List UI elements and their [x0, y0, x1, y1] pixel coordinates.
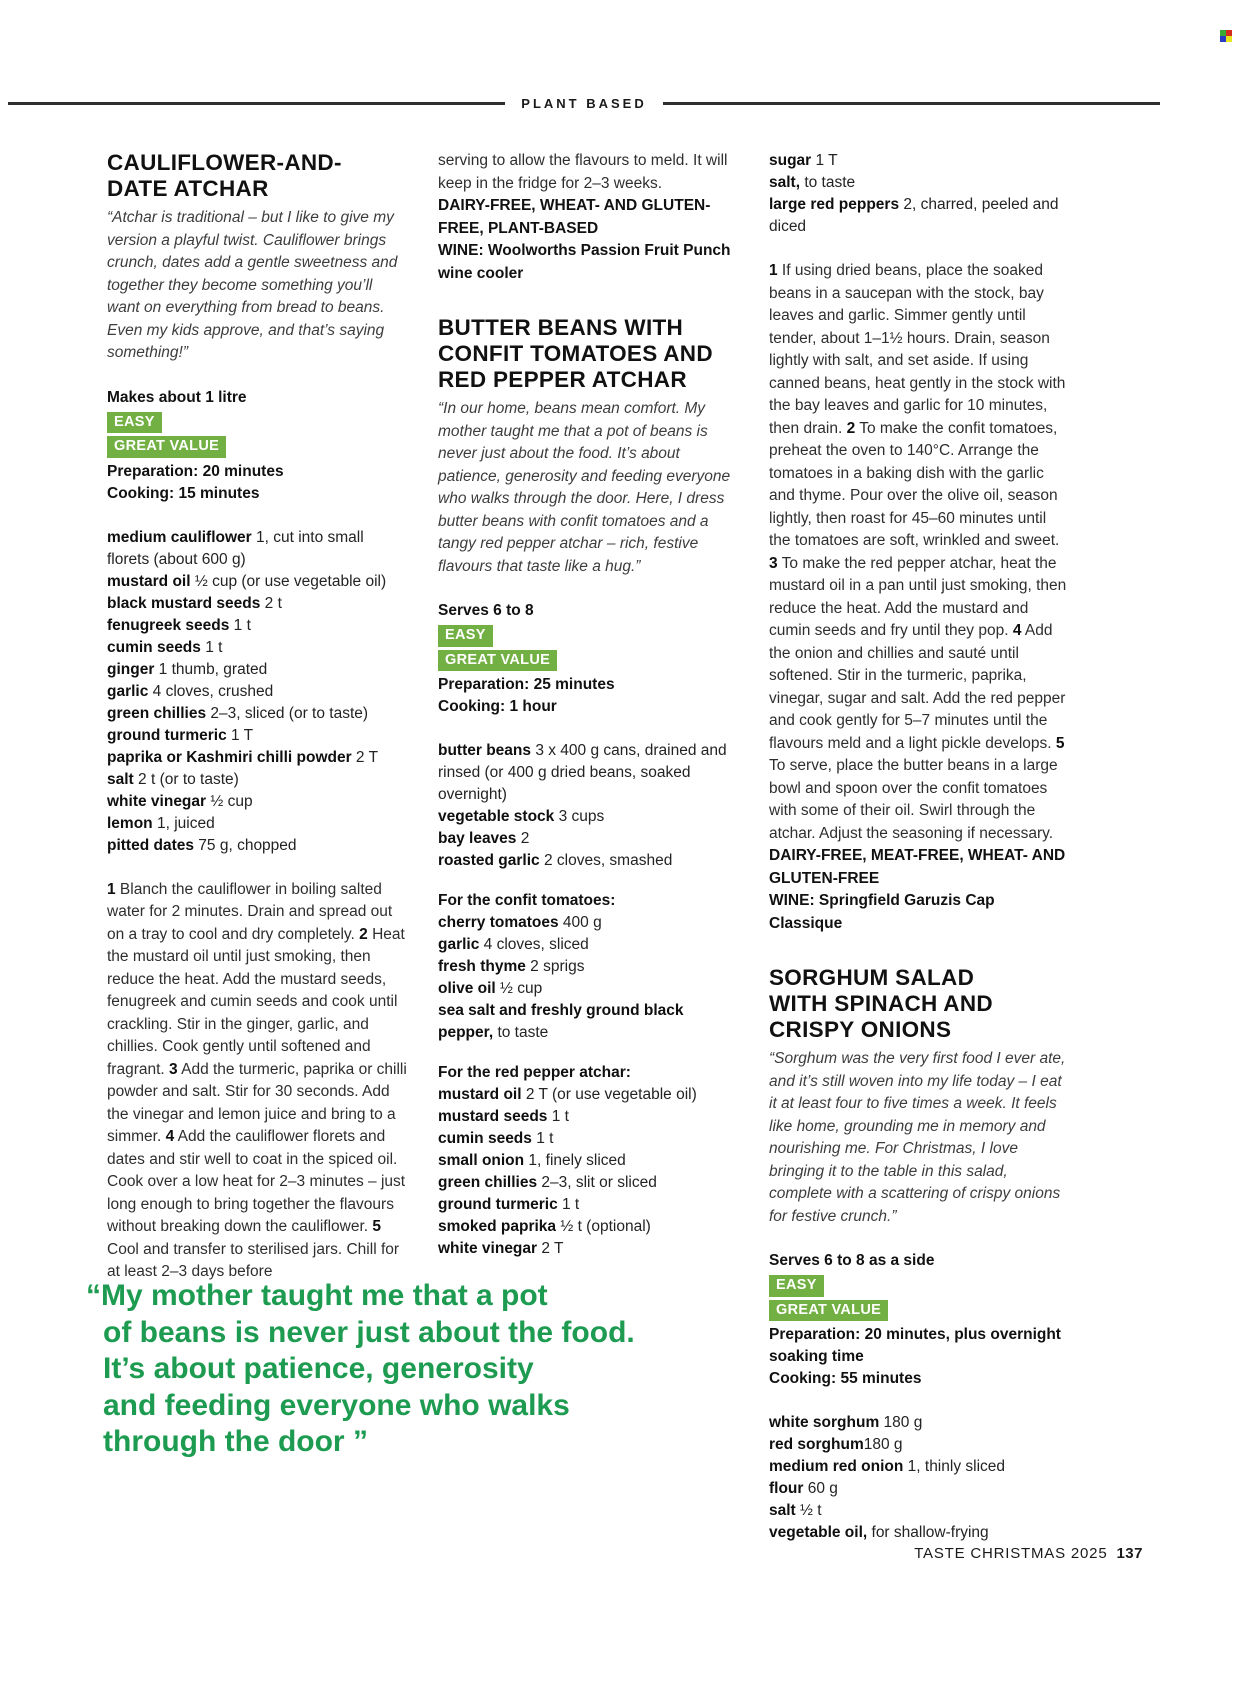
ingredient-line: medium red onion 1, thinly sliced [769, 1458, 1006, 1475]
badge-row [438, 625, 740, 647]
ingredient-line: ginger 1 thumb, grated [107, 660, 268, 678]
ingredient-list-atchar [438, 1084, 740, 1260]
ingredient-line: salt ½ t [769, 1502, 822, 1519]
ingredient-line: mustard seeds 1 t [438, 1108, 569, 1125]
title-line: BUTTER BEANS WITH [438, 315, 684, 340]
ingredient-line: ground turmeric 1 T [107, 726, 254, 744]
page-number: 137 [1116, 1545, 1143, 1562]
title-line: RED PEPPER ATCHAR [438, 367, 687, 392]
pull-quote-line: It’s about patience, generosity [103, 1352, 534, 1385]
ingredient-line: small onion 1, finely sliced [438, 1152, 626, 1169]
spacer [438, 285, 740, 315]
recipe-yield: Makes about 1 litre [107, 388, 247, 406]
spacer [438, 872, 740, 890]
spacer [107, 505, 409, 527]
spacer [438, 578, 740, 600]
ingredient-line: cumin seeds 1 t [438, 1130, 554, 1147]
title-line: DATE ATCHAR [107, 176, 269, 201]
ingredient-line: bay leaves 2 [438, 830, 530, 847]
title-line: CONFIT TOMATOES AND [438, 341, 713, 366]
ingredient-line: garlic 4 cloves, crushed [107, 682, 274, 700]
recipe-prep-time: Preparation: 25 minutes [438, 676, 615, 693]
ingredient-line: salt 2 t (or to taste) [107, 770, 239, 788]
pull-quote-line: and feeding everyone who walks [103, 1388, 570, 1422]
ingredient-line: salt, to taste [769, 174, 856, 191]
badge-row [107, 436, 409, 458]
ingredient-line: roasted garlic 2 cloves, smashed [438, 852, 673, 869]
ingredient-line: lemon 1, juiced [107, 814, 215, 832]
wine-pairing: WINE: Springfield Garuzis Cap Classique [769, 892, 995, 932]
badge-easy: EASY [107, 412, 162, 434]
column-2 [438, 150, 740, 1260]
ingredient-line: white sorghum 180 g [769, 1414, 923, 1431]
recipe-prep-time: Preparation: 20 minutes [107, 462, 284, 480]
page-footer [914, 1545, 1143, 1562]
recipe-cook-time: Cooking: 55 minutes [769, 1370, 922, 1387]
ingredient-line: paprika or Kashmiri chilli powder 2 T [107, 748, 379, 766]
badge-row [769, 1275, 1071, 1297]
ingredient-line: flour 60 g [769, 1480, 838, 1497]
spacer [769, 1228, 1071, 1250]
ingredient-subheading-confit-tomatoes: For the confit tomatoes: [438, 892, 616, 909]
recipe-cook-time: Cooking: 15 minutes [107, 484, 260, 502]
ingredient-line: mustard oil 2 T (or use vegetable oil) [438, 1086, 697, 1103]
method-text: 1 Blanch the cauliflower in boiling salted water for 2 minutes. Drain and spread out on a tray to cool and dry completely. 2 Heat the mustard oil until just smoking, then reduce the heat. Add the mustard seeds, fenugreek and cumin seeds and cook until crackling. Stir in the ginger, garlic, and chillies. Cook gently until softened and fragrant. 3 Add the turmeric, paprika or chilli powder and salt. Stir for 30 seconds. Add the vinegar and lemon juice and bring to a simmer. 4 Add the cauliflower florets and dates and stir well to coat in the spiced oil. Cook over a low heat for 2–3 minutes – just long enough to bring together the flavours without breaking down the cauliflower. 5 Cool and transfer to sterilised jars. Chill for at least 2–3 days before [107, 880, 407, 1280]
ingredient-line: green chillies 2–3, slit or sliced [438, 1174, 657, 1191]
badge-row [107, 412, 409, 434]
recipe-serves: Serves 6 to 8 [438, 602, 534, 619]
badge-row [438, 650, 740, 672]
recipe-intro-quote: “In our home, beans mean comfort. My mother taught me that a pot of beans is never just about the food. It’s about patience, generosity and feeding everyone who walks through the door. Here, I dress butter beans with confit tomatoes and a tangy red pepper atchar – rich, festive flavours that taste like a hug.” [438, 400, 731, 575]
recipe-title-sorghum-salad [769, 965, 1071, 1043]
badge-easy: EASY [438, 625, 493, 647]
pull-quote [86, 1278, 746, 1461]
spacer [769, 238, 1071, 260]
pull-quote-line: through the door ” [103, 1425, 368, 1458]
title-line: CRISPY ONIONS [769, 1017, 952, 1042]
ingredient-line: green chillies 2–3, sliced (or to taste) [107, 704, 369, 722]
ingredient-line: fresh thyme 2 sprigs [438, 958, 585, 975]
ingredient-line: sugar 1 T [769, 152, 838, 169]
ingredient-line: smoked paprika ½ t (optional) [438, 1218, 651, 1235]
ingredient-list-continued [769, 150, 1071, 238]
magazine-issue: TASTE CHRISTMAS 2025 [914, 1545, 1108, 1562]
pull-quote-line: “My mother taught me that a pot [86, 1279, 548, 1312]
ingredient-line: sea salt and freshly ground black pepper, to taste [438, 1002, 684, 1041]
ingredient-line: butter beans 3 x 400 g cans, drained and rinsed (or 400 g dried beans, soaked overnight) [438, 742, 727, 803]
ingredient-line: white vinegar 2 T [438, 1240, 564, 1257]
dietary-note: DAIRY-FREE, WHEAT- AND GLUTEN-FREE, PLANT-BASED [438, 197, 711, 237]
badge-great-value: GREAT VALUE [769, 1300, 888, 1322]
ingredient-line: ground turmeric 1 t [438, 1196, 580, 1213]
column-3 [769, 150, 1071, 1544]
spacer [769, 1390, 1071, 1412]
section-label: PLANT BASED [521, 96, 647, 111]
spacer [107, 365, 409, 387]
ingredient-list [107, 527, 409, 857]
registration-square-yellow [1226, 36, 1232, 42]
title-line: CAULIFLOWER-AND- [107, 150, 342, 175]
registration-mark [1220, 30, 1232, 42]
ingredient-line: olive oil ½ cup [438, 980, 543, 997]
ingredient-line: mustard oil ½ cup (or use vegetable oil) [107, 572, 387, 590]
badge-easy: EASY [769, 1275, 824, 1297]
ingredient-line: black mustard seeds 2 t [107, 594, 282, 612]
ingredient-list [769, 1412, 1071, 1544]
ingredient-line: red sorghum180 g [769, 1436, 903, 1453]
pull-quote-line: of beans is never just about the food. [103, 1315, 635, 1349]
ingredient-subheading-red-pepper-atchar: For the red pepper atchar: [438, 1064, 631, 1081]
masthead-rule-left [8, 102, 505, 105]
ingredient-line: large red peppers 2, charred, peeled and diced [769, 196, 1059, 235]
recipe-intro-quote: “Sorghum was the very first food I ever ate, and it’s still woven into my life today – I eat it at least four to five times a week. It feels like home, grounding me in memory and nourishing me. For Christmas, I love bringing it to the table in this salad, complete with a scattering of crispy onions for festive crunch.” [769, 1050, 1066, 1225]
title-line: WITH SPINACH AND [769, 991, 993, 1016]
recipe-title-cauliflower-and-date-atchar [107, 150, 409, 202]
spacer [107, 857, 409, 879]
wine-pairing: WINE: Woolworths Passion Fruit Punch wine cooler [438, 242, 731, 282]
column-1 [107, 150, 409, 1284]
title-line: SORGHUM SALAD [769, 965, 975, 990]
recipe-serves: Serves 6 to 8 as a side [769, 1252, 935, 1269]
ingredient-list-confit [438, 912, 740, 1044]
dietary-note: DAIRY-FREE, MEAT-FREE, WHEAT- AND GLUTEN-FREE [769, 847, 1066, 887]
recipe-prep-time: Preparation: 20 minutes, plus overnight soaking time [769, 1326, 1061, 1365]
ingredient-line: garlic 4 cloves, sliced [438, 936, 589, 953]
ingredient-line: pitted dates 75 g, chopped [107, 836, 297, 854]
ingredient-line: cherry tomatoes 400 g [438, 914, 602, 931]
badge-great-value: GREAT VALUE [107, 436, 226, 458]
ingredient-line: fenugreek seeds 1 t [107, 616, 251, 634]
recipe-title-butter-beans [438, 315, 740, 393]
recipe-cook-time: Cooking: 1 hour [438, 698, 557, 715]
masthead-rule-right [663, 102, 1160, 105]
spacer [438, 718, 740, 740]
badge-row [769, 1300, 1071, 1322]
ingredient-line: medium cauliflower 1, cut into small florets (about 600 g) [107, 528, 364, 568]
spacer [769, 935, 1071, 965]
ingredient-line: vegetable oil, for shallow-frying [769, 1524, 989, 1541]
recipe-intro-quote: “Atchar is traditional – but I like to give my version a playful twist. Cauliflower brings crunch, dates add a gentle sweetness and together they become something you’ll want on everything from bread to beans. Even my kids approve, and that’s saying something!” [107, 209, 398, 361]
ingredient-line: vegetable stock 3 cups [438, 808, 605, 825]
method-text: 1 If using dried beans, place the soaked beans in a saucepan with the stock, bay leaves and garlic. Simmer gently until tender, about 1–1½ hours. Drain, season lightly with salt, and set aside. If using canned beans, heat gently in the stock with the bay leaves and garlic for 10 minutes, then drain. 2 To make the confit tomatoes, preheat the oven to 140°C. Arrange the tomatoes in a baking dish with the garlic and thyme. Pour over the olive oil, season lightly, then roast for 45–60 minutes until the tomatoes are soft, wrinkled and sweet. 3 To make the red pepper atchar, heat the mustard oil in a pan until just smoking, then reduce the heat. Add the mustard and cumin seeds and fry until they pop. 4 Add the onion and chillies and sauté until softened. Stir in the turmeric, paprika, vinegar, sugar and salt. Add the red pepper and cook gently for 5–7 minutes until the flavours meld and a light pickle develops. 5 To serve, place the butter beans in a large bowl and spoon over the confit tomatoes with some of their oil. Swirl through the atchar. Adjust the seasoning if necessary. [769, 262, 1067, 842]
method-text-continued: serving to allow the flavours to meld. It will keep in the fridge for 2–3 weeks. [438, 152, 728, 192]
spacer [438, 1044, 740, 1062]
ingredient-line: cumin seeds 1 t [107, 638, 223, 656]
ingredient-list [438, 740, 740, 872]
ingredient-line: white vinegar ½ cup [107, 792, 253, 810]
section-masthead [8, 96, 1160, 111]
badge-great-value: GREAT VALUE [438, 650, 557, 672]
